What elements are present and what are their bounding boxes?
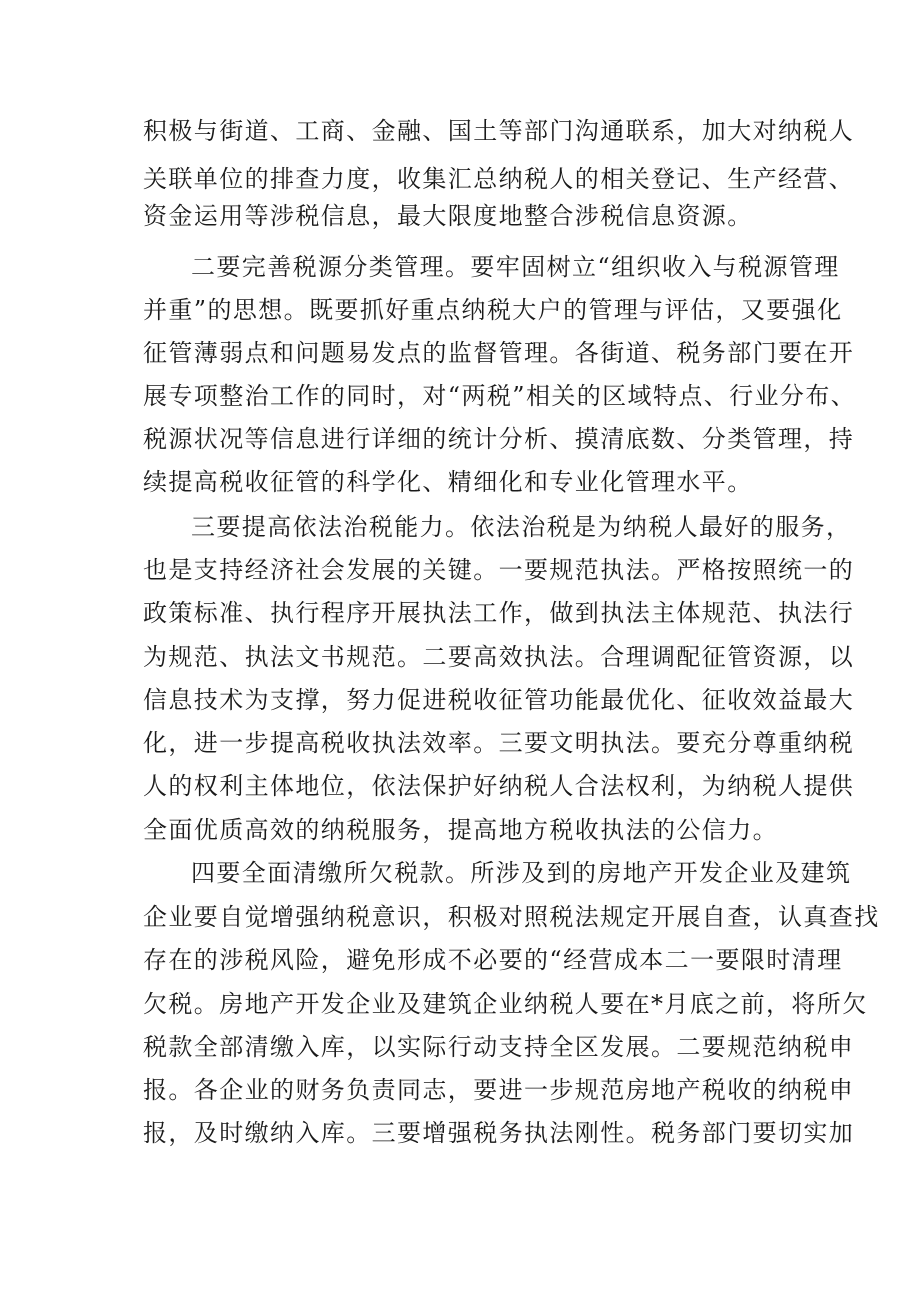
- paragraph-start-line: 二要完善税源分类管理。要牢固树立“组织收入与税源管理: [191, 253, 840, 281]
- text-line: 人的权利主体地位，依法保护好纳税人合法权利，为纳税人提供: [143, 772, 855, 800]
- text-line: 报，及时缴纳入库。三要增强税务执法刚性。税务部门要切实加: [143, 1119, 855, 1147]
- text-line: 税源状况等信息进行详细的统计分析、摸清底数、分类管理，持: [143, 425, 855, 453]
- text-line: 并重”的思想。既要抓好重点纳税大户的管理与评估，又要强化: [143, 296, 843, 324]
- text-line: 关联单位的排查力度，收集汇总纳税人的相关登记、生产经营、: [143, 165, 855, 193]
- paragraph-start-line: 三要提高依法治税能力。依法治税是为纳税人最好的服务，: [191, 513, 852, 541]
- text-line: 企业要自觉增强纳税意识，积极对照税法规定开展自查，认真查找: [143, 903, 880, 931]
- text-line: 信息技术为支撑，努力促进税收征管功能最优化、征收效益最大: [143, 686, 855, 714]
- text-line: 全面优质高效的纳税服务，提高地方税收执法的公信力。: [143, 816, 778, 844]
- text-line: 税款全部清缴入库，以实际行动支持全区发展。二要规范纳税申: [143, 1033, 855, 1061]
- text-line: 也是支持经济社会发展的关键。一要规范执法。严格按照统一的: [143, 556, 855, 584]
- text-line: 征管薄弱点和问题易发点的监督管理。各街道、税务部门要在开: [143, 339, 855, 367]
- text-line: 资金运用等涉税信息，最大限度地整合涉税信息资源。: [143, 202, 753, 230]
- text-line: 报。各企业的财务负责同志，要进一步规范房地产税收的纳税申: [143, 1076, 855, 1104]
- text-line: 续提高税收征管的科学化、精细化和专业化管理水平。: [143, 468, 753, 496]
- paragraph-start-line: 四要全面清缴所欠税款。所涉及到的房地产开发企业及建筑: [191, 859, 852, 887]
- text-line: 积极与街道、工商、金融、国土等部门沟通联系，加大对纳税人: [143, 117, 855, 145]
- text-line: 化，进一步提高税收执法效率。三要文明执法。要充分尊重纳税: [143, 729, 855, 757]
- text-line: 为规范、执法文书规范。二要高效执法。合理调配征管资源，以: [143, 643, 855, 671]
- text-line: 存在的涉税风险，避免形成不必要的“经营成本二一要限时清理: [143, 946, 843, 974]
- text-line: 政策标准、执行程序开展执法工作，做到执法主体规范、执法行: [143, 599, 855, 627]
- text-line: 展专项整治工作的同时，对“两税”相关的区域特点、行业分布、: [143, 382, 857, 410]
- text-line: 欠税。房地产开发企业及建筑企业纳税人要在*月底之前，将所欠: [143, 990, 868, 1018]
